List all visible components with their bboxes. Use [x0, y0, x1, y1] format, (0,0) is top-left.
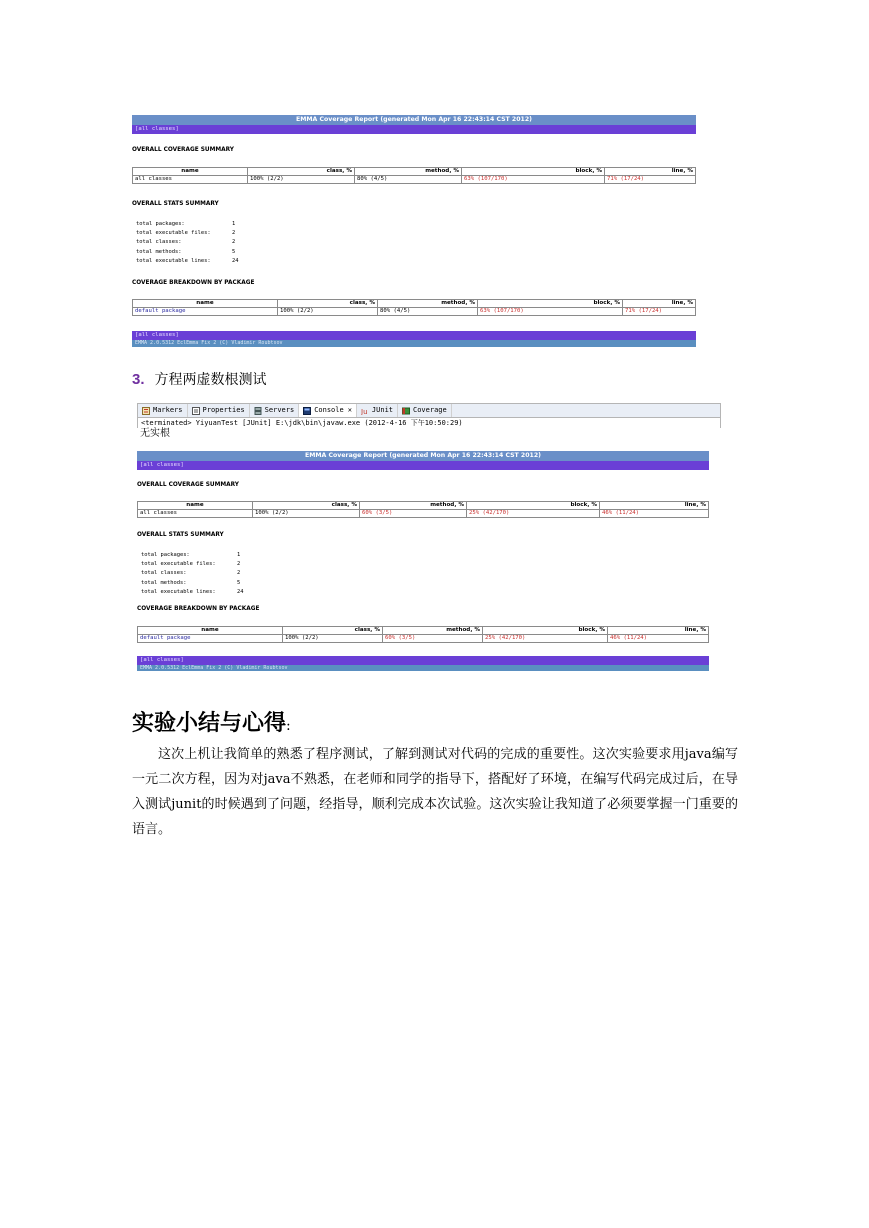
overall-stats-heading: OVERALL STATS SUMMARY: [137, 532, 224, 538]
coverage-report-1: [132, 115, 696, 348]
cell-line: 46% (11/24): [608, 635, 709, 643]
table-header-row: [133, 300, 696, 308]
terminated-status: <terminated> YiyuanTest [JUnit] E:\jdk\bin\javaw.exe (2012-4-16 下午10:50:29): [137, 418, 721, 428]
coverage-icon: [402, 407, 410, 415]
section-title: 方程两虚数根测试: [154, 372, 267, 388]
tab-junit[interactable]: Ju JUnit: [357, 404, 398, 417]
col-line: line, %: [623, 300, 696, 308]
table-row: [138, 510, 709, 518]
package-breakdown-table: [137, 626, 709, 643]
tab-console[interactable]: Console ✕: [299, 404, 357, 417]
table-row: [133, 176, 696, 184]
cell-line: 71% (17/24): [605, 176, 696, 184]
stat-row: total executable files: 2: [136, 230, 236, 237]
col-name: name: [138, 502, 253, 510]
stat-row: total executable lines: 24: [136, 257, 239, 264]
table-row: [133, 308, 696, 316]
cell-name: all classes: [133, 176, 248, 184]
summary-colon: :: [286, 718, 291, 734]
package-breakdown-table: [132, 299, 696, 316]
section-number: 3.: [132, 371, 145, 388]
col-class: class, %: [283, 627, 383, 635]
breakdown-heading: COVERAGE BREAKDOWN BY PACKAGE: [137, 606, 260, 612]
stat-row: total methods: 5: [141, 579, 241, 586]
col-method: method, %: [383, 627, 483, 635]
table-header-row: [138, 627, 709, 635]
cell-class: 100% (2/2): [283, 635, 383, 643]
summary-text: 这次上机让我简单的熟悉了程序测试，了解到测试对代码的完成的重要性。这次实验要求用java编写一元二次方程，因为对java不熟悉，在老师和同学的指导下，搭配好了环境，在编写代码完成过后，在导入测试junit的时候遇到了问题，经指导，顺利完成本次试验。这次实验让我知道了必须要掌握一门重要的语言。: [132, 747, 738, 837]
stat-row: total packages: 1: [136, 221, 236, 227]
overall-coverage-table: [137, 501, 709, 518]
col-name: name: [133, 168, 248, 176]
stats-list: [141, 551, 244, 597]
svg-text:Ju: Ju: [360, 407, 368, 415]
col-block: block, %: [467, 502, 600, 510]
package-link[interactable]: default package: [133, 308, 278, 316]
report-footer: [132, 331, 696, 347]
eclipse-console-panel: [137, 403, 721, 437]
col-method: method, %: [360, 502, 467, 510]
footer-all-classes-link[interactable]: [all classes]: [137, 656, 709, 665]
cell-method: 80% (4/5): [378, 308, 478, 316]
breakdown-heading: COVERAGE BREAKDOWN BY PACKAGE: [132, 280, 255, 286]
stat-row: total methods: 5: [136, 248, 236, 255]
close-icon[interactable]: ✕: [347, 406, 352, 414]
cell-block: 63% (107/170): [478, 308, 623, 316]
summary-heading: [132, 706, 291, 737]
footer-all-classes-link[interactable]: [all classes]: [132, 331, 696, 340]
table-header-row: [138, 502, 709, 510]
all-classes-link[interactable]: [all classes]: [137, 461, 709, 470]
cell-line: 71% (17/24): [623, 308, 696, 316]
servers-icon: [254, 407, 262, 415]
table-row: [138, 635, 709, 643]
col-line: line, %: [600, 502, 709, 510]
properties-icon: [192, 407, 200, 415]
cell-method: 80% (4/5): [355, 176, 462, 184]
cell-class: 100% (2/2): [253, 510, 360, 518]
summary-paragraph: [132, 742, 738, 842]
col-name: name: [138, 627, 283, 635]
col-line: line, %: [605, 168, 696, 176]
cell-class: 100% (2/2): [278, 308, 378, 316]
cell-block: 25% (42/170): [467, 510, 600, 518]
col-block: block, %: [462, 168, 605, 176]
report-title: EMMA Coverage Report (generated Mon Apr 16 22:43:14 CST 2012): [137, 451, 709, 461]
tab-coverage[interactable]: Coverage: [398, 404, 452, 417]
cell-method: 60% (3/5): [383, 635, 483, 643]
console-icon: [303, 407, 311, 415]
summary-title-text: 实验小结与心得: [132, 710, 287, 736]
table-header-row: [133, 168, 696, 176]
col-class: class, %: [248, 168, 355, 176]
tab-properties[interactable]: Properties: [188, 404, 250, 417]
cell-method: 60% (3/5): [360, 510, 467, 518]
tab-markers[interactable]: Markers: [138, 404, 188, 417]
emma-credit: EMMA 2.0.5312 EclEmma Fix 2 (C) Vladimir Roubtsov: [132, 340, 696, 347]
markers-icon: [142, 407, 150, 415]
stat-row: total executable files: 2: [141, 561, 241, 568]
col-block: block, %: [483, 627, 608, 635]
package-link[interactable]: default package: [138, 635, 283, 643]
overall-coverage-table: [132, 167, 696, 184]
cell-block: 25% (42/170): [483, 635, 608, 643]
junit-icon: [361, 407, 369, 415]
col-method: method, %: [378, 300, 478, 308]
all-classes-link[interactable]: [all classes]: [132, 125, 696, 134]
col-class: class, %: [253, 502, 360, 510]
overall-coverage-heading: OVERALL COVERAGE SUMMARY: [132, 147, 234, 153]
col-line: line, %: [608, 627, 709, 635]
console-output: 无实根: [140, 428, 170, 439]
overall-coverage-heading: OVERALL COVERAGE SUMMARY: [137, 482, 239, 488]
stat-row: total packages: 1: [141, 552, 241, 558]
report-title: EMMA Coverage Report (generated Mon Apr 16 22:43:14 CST 2012): [132, 115, 696, 125]
cell-line: 46% (11/24): [600, 510, 709, 518]
col-class: class, %: [278, 300, 378, 308]
col-name: name: [133, 300, 278, 308]
col-block: block, %: [478, 300, 623, 308]
section-heading: [132, 369, 267, 389]
tab-servers[interactable]: Servers: [250, 404, 300, 417]
report-footer: [137, 656, 709, 671]
stat-row: total executable lines: 24: [141, 588, 244, 595]
overall-stats-heading: OVERALL STATS SUMMARY: [132, 201, 219, 207]
coverage-report-2: [137, 451, 709, 672]
view-tabs: [137, 403, 721, 418]
cell-block: 63% (107/170): [462, 176, 605, 184]
stats-list: [136, 220, 239, 266]
stat-row: total classes: 2: [141, 570, 241, 577]
col-method: method, %: [355, 168, 462, 176]
cell-name: all classes: [138, 510, 253, 518]
stat-row: total classes: 2: [136, 239, 236, 246]
emma-credit: EMMA 2.0.5312 EclEmma Fix 2 (C) Vladimir Roubtsov: [137, 665, 709, 671]
cell-class: 100% (2/2): [248, 176, 355, 184]
